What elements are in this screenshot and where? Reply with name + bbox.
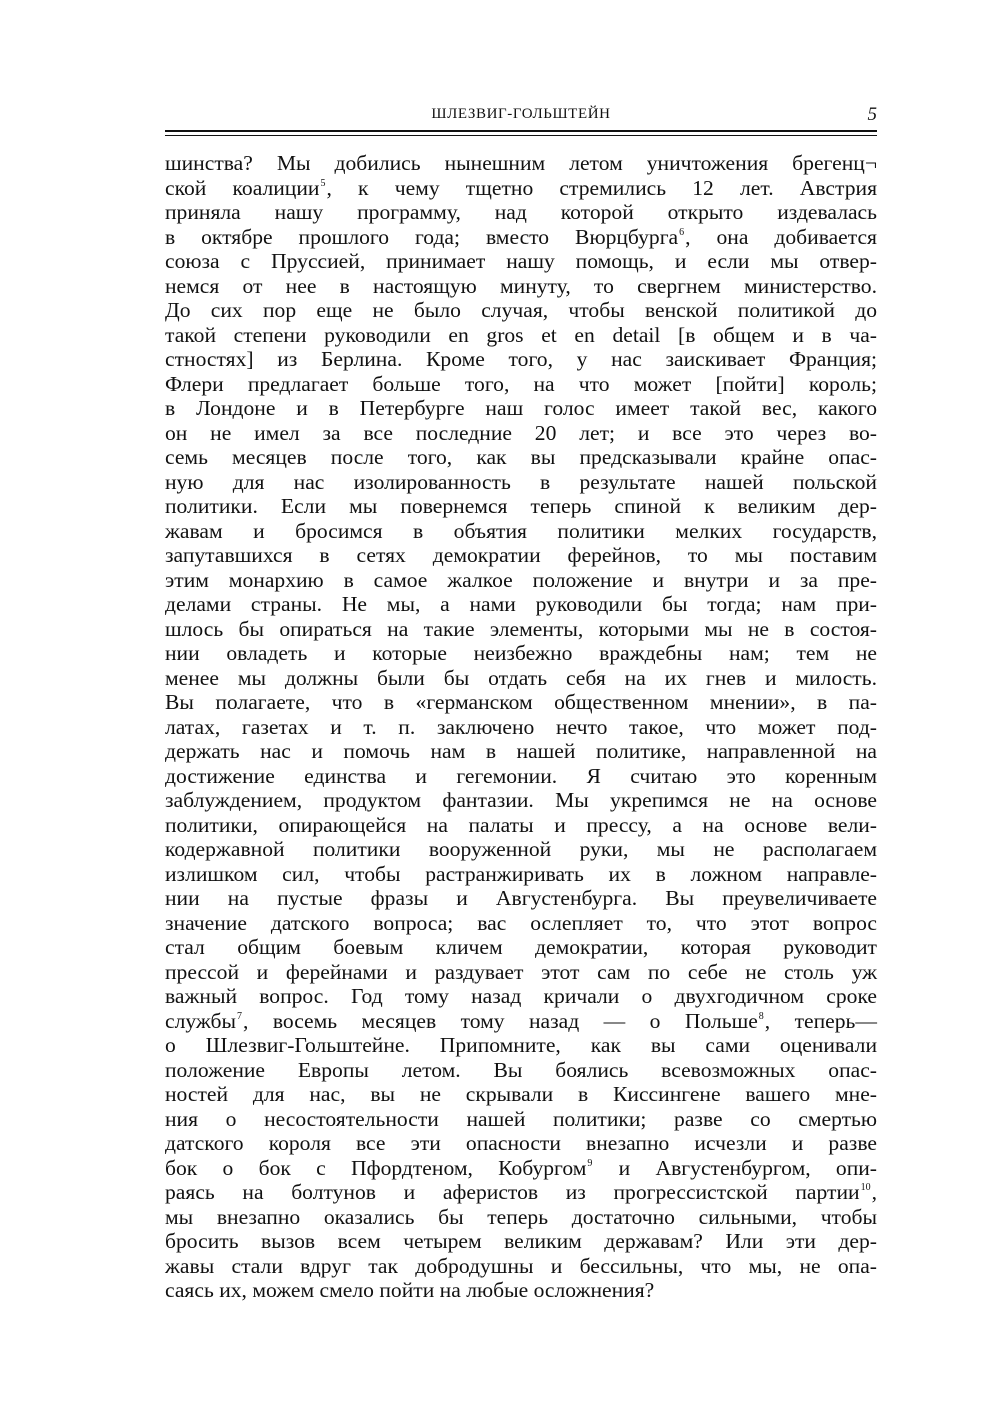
footnote-ref: 7 [237,1010,243,1022]
text-line: жавам и бросимся в объятия политики мелких государств, [165,518,877,543]
footnote-ref: 9 [587,1157,593,1169]
text-line: достижение единства и гегемонии. Я считаю это коренным [165,763,877,788]
text-line: менее мы должны были бы отдать себя на их гнев и милость. [165,665,877,690]
text-line: семь месяцев после того, как вы предсказывали крайне опас- [165,445,877,469]
text-line: в октябре прошлого года; вместо Вюрцбурга$^6$, она добивается [165,224,877,249]
text-line: запутавшихся в сетях демократии ферейнов, то мы поставим [165,543,877,567]
text-line: он не имел за все последние 20 лет; и все это через во- [165,420,877,445]
text-line: шинства? Мы добились нынешним летом уничтожения брегенц¬ [165,151,877,175]
text-line: датского короля все эти опасности внезапно исчезли и разве [165,1131,877,1155]
text-line: ской коалиции$^5$, к чему тщетно стремились 12 лет. Австрия [165,175,877,200]
text-line: латах, газетах и т. п. заключено нечто такое, что может под- [165,714,877,739]
text-line: держать нас и помочь нам в нашей политике, направленной на [165,739,877,763]
body-text [165,151,877,1303]
text-line: прессой и ферейнами и раздувает этот сам по себе не столь уж [165,959,877,984]
text-line: нии овладеть и которые неизбежно враждебны нам; тем не [165,641,877,665]
text-line: шлось бы опираться на такие элементы, которыми мы не в состоя- [165,616,877,641]
header-rule-thin [165,135,877,136]
text-line: Вы полагаете, что в «германском общественном мнении», в па- [165,690,877,714]
text-line: значение датского вопроса; вас ослепляет то, что этот вопрос [165,910,877,935]
text-line: излишком сил, чтобы растранжиривать их в ложном направле- [165,861,877,886]
text-line: приняла нашу программу, над которой открыто издевалась [165,200,877,224]
text-line: бок о бок с Пфордтеном, Кобургом$^9$ и Августенбургом, опи- [165,1155,877,1180]
text-line: стностях] из Берлина. Кроме того, у нас заискивает Франция; [165,347,877,371]
text-line: важный вопрос. Год тому назад кричали о двухгодичном сроке [165,984,877,1008]
running-title: ШЛЕЗВИГ-ГОЛЬШТЕЙН [431,106,611,122]
text-line: службы$^7$, восемь месяцев тому назад — о Польше$^8$, теперь— [165,1008,877,1033]
text-line: о Шлезвиг-Гольштейне. Припомните, как вы сами оценивали [165,1033,877,1057]
text-line: саясь их, можем смело пойти на любые осложнения? [165,1278,655,1302]
text-line: До сих пор еще не было случая, чтобы венской политикой до [165,298,877,322]
text-line: в Лондоне и в Петербурге наш голос имеет такой вес, какого [165,396,877,420]
text-line: жавы стали вдруг так добродушны и бессильны, что мы, не опа- [165,1253,877,1278]
text-line: немся от нее в настоящую минуту, то свергнем министерство. [165,273,877,298]
text-line: раясь на болтунов и аферистов из прогрессистской партии$^{10}$, [165,1180,877,1204]
text-line: политики, опирающейся на палаты и прессу, а на основе вели- [165,812,877,837]
running-head [165,104,877,128]
text-line: союза с Пруссией, принимает нашу помощь, и если мы отвер- [165,249,877,273]
page-number: 5 [867,104,877,125]
header-rule-thick [165,130,877,132]
text-line: делами страны. Не мы, а нами руководили бы тогда; нам при- [165,592,877,616]
footnote-ref: 8 [758,1010,764,1022]
text-line: нии на пустые фразы и Августенбурга. Вы преувеличиваете [165,886,877,910]
text-line: такой степени руководили en gros et en detail [в общем и в ча- [165,322,877,347]
text-line: мы внезапно оказались бы теперь достаточно сильными, чтобы [165,1204,877,1229]
text-line: стал общим боевым кличем демократии, которая руководит [165,935,877,959]
footnote-ref: 5 [320,177,326,189]
text-line: кодержавной политики вооруженной руки, мы не располагаем [165,837,877,861]
text-line: политики. Если мы повернемся теперь спиной к великим дер- [165,494,877,518]
text-line: положение Европы летом. Вы боялись всевозможных опас- [165,1057,877,1082]
text-line: ную для нас изолированность в результате нашей польской [165,469,877,494]
text-line: заблуждением, продуктом фантазии. Мы укрепимся не на основе [165,788,877,812]
footnote-ref: 10 [860,1182,871,1193]
text-line: бросить вызов всем четырем великим державам? Или эти дер- [165,1229,877,1253]
footnote-ref: 6 [679,226,685,238]
text-line: этим монархию в самое жалкое положение и внутри и за пре- [165,567,877,592]
text-line: ния о несостоятельности нашей политики; разве со смертью [165,1106,877,1131]
text-line: Флери предлагает больше того, на что может [пойти] король; [165,371,877,396]
text-line: ностей для нас, вы не скрывали в Киссингене вашего мне- [165,1082,877,1106]
